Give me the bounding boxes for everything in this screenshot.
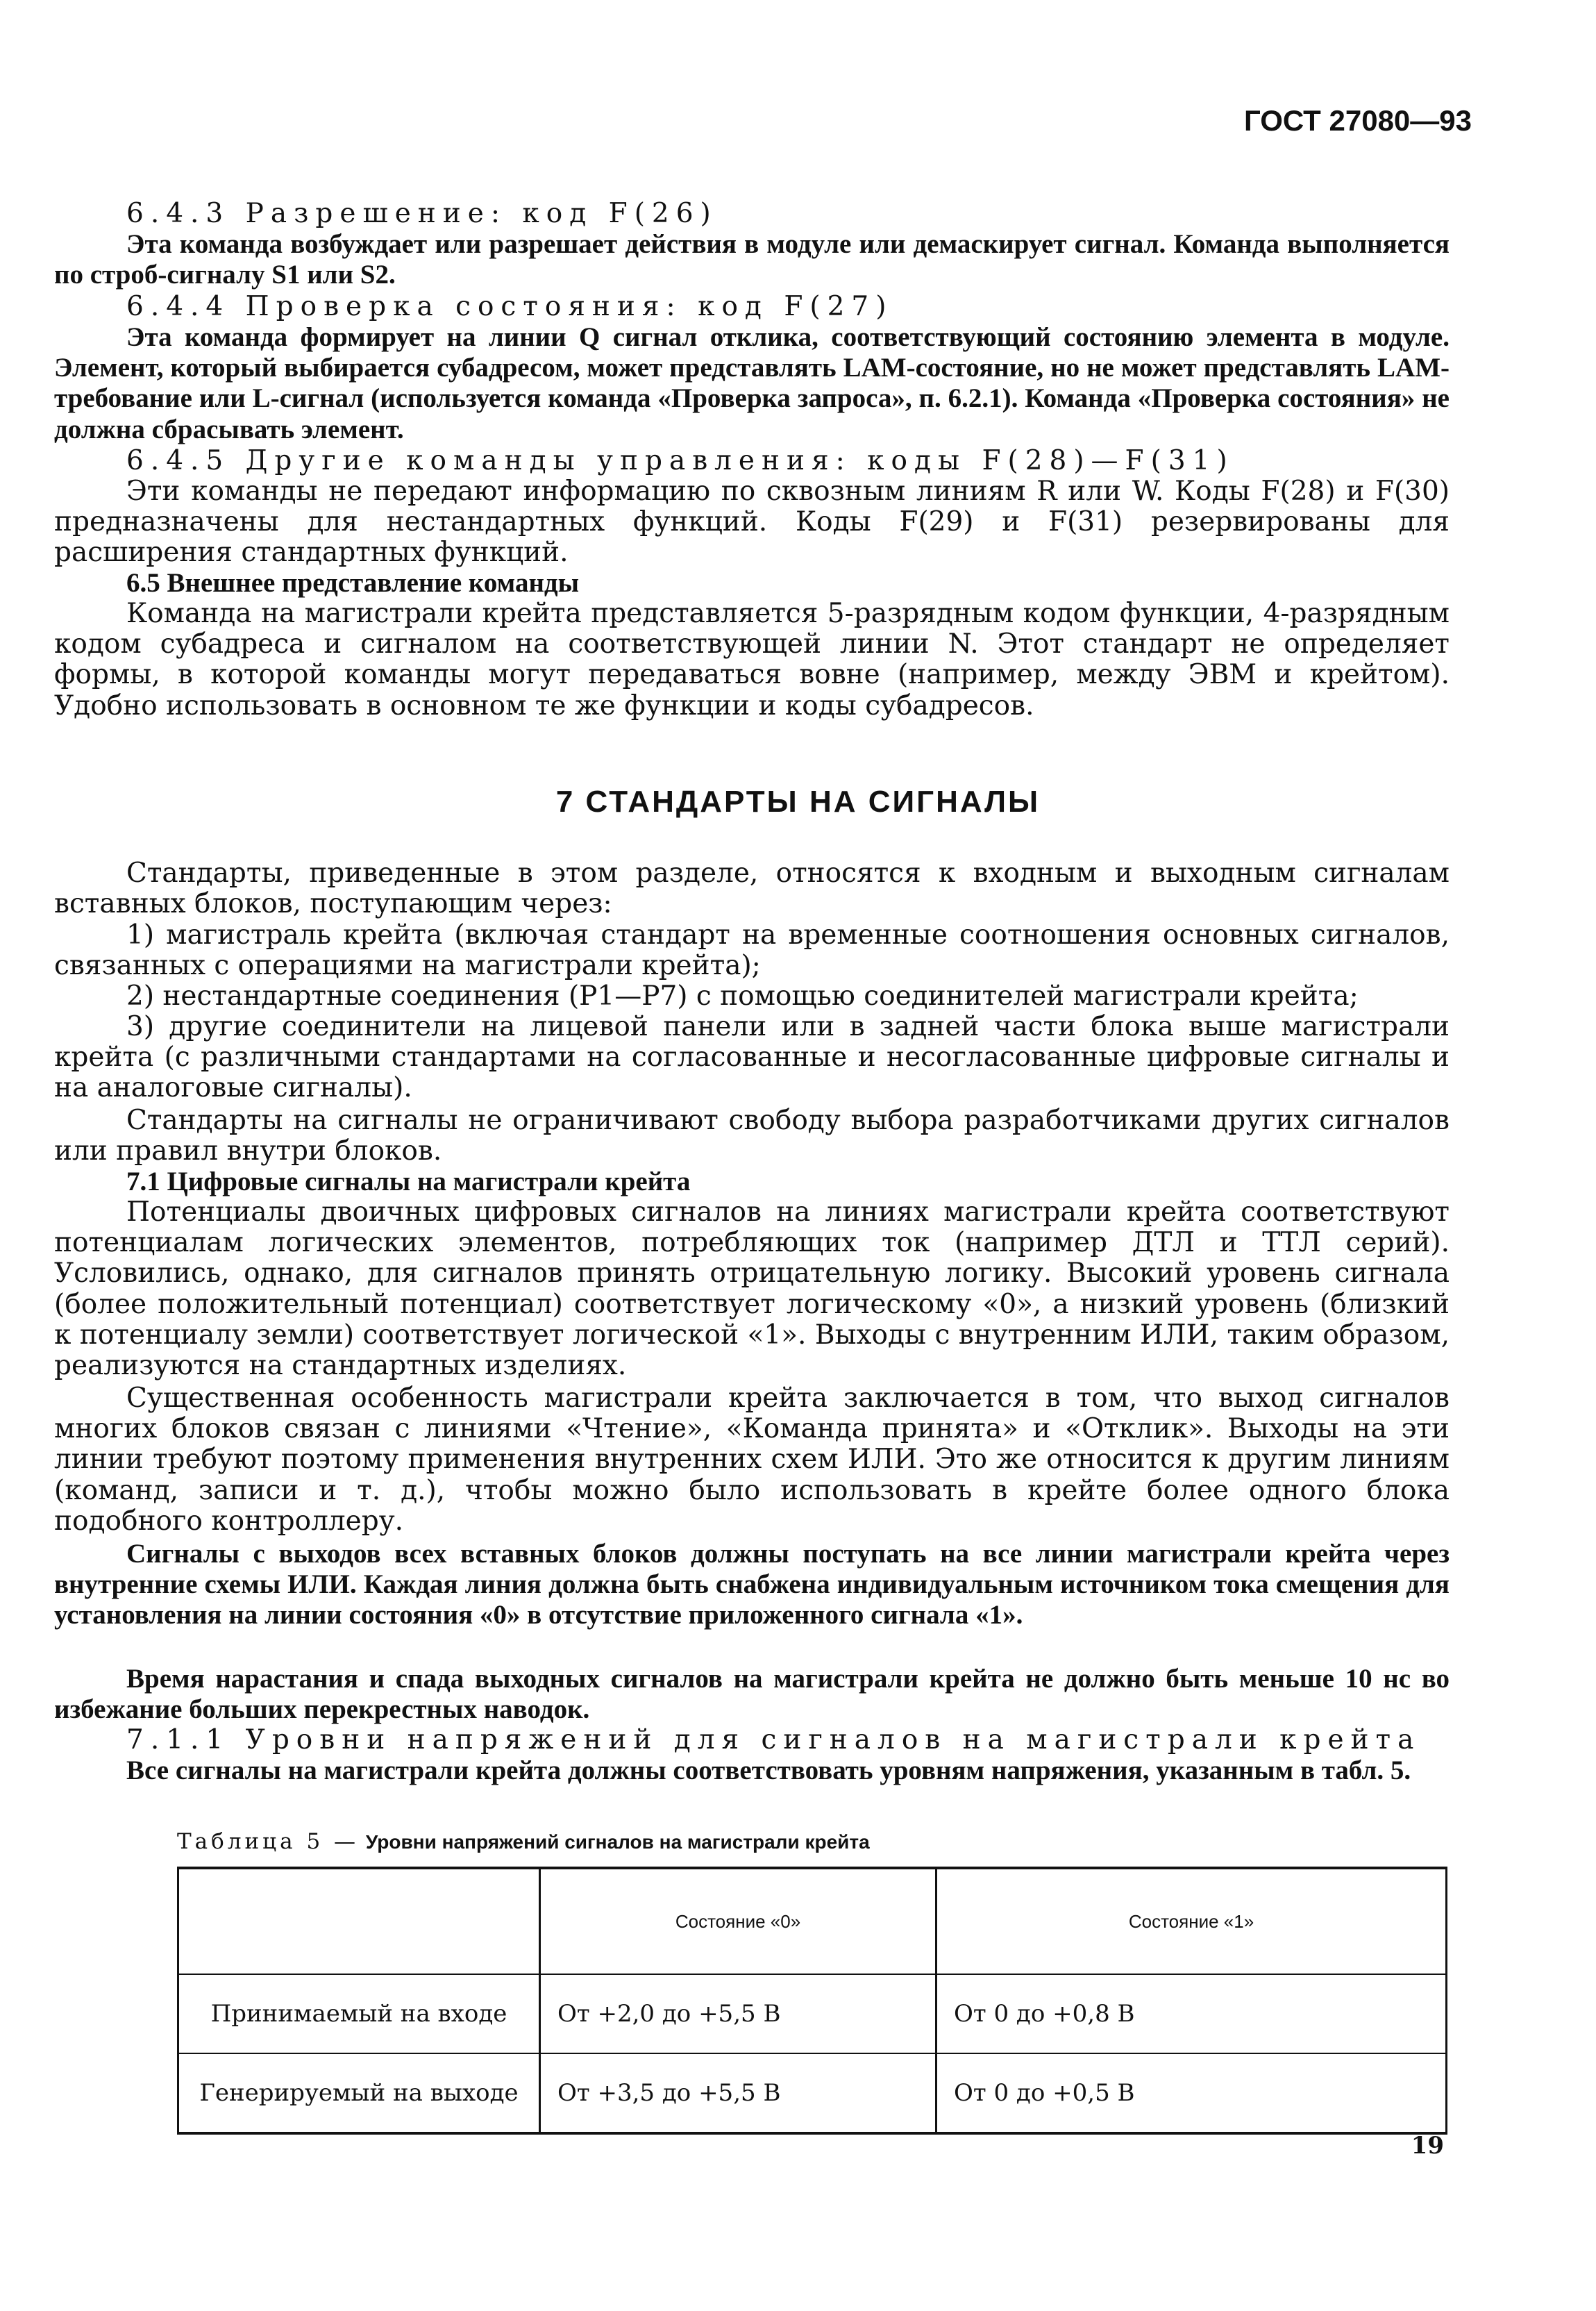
- paragraph-7-1-a: Потенциалы двоичных цифровых сигналов на линиях магистрали крейта соответствуют потенциалам логических элементов, потребляющих ток (например ДТЛ и ТТЛ серий). Условились, однако, для сигналов принять отрицательную логику. Высокий уровень сигнала (более положительный потенциал) соответствует логическому «0», а низкий уровень (близкий к потенциалу земли) соответствует логической «1». Выходы с внутренним ИЛИ, таким образом, реализуются на стандартных изделиях.: [54, 1196, 1450, 1382]
- heading-7-1: 7.1 Цифровые сигналы на магистрали крейта: [126, 1167, 691, 1196]
- table-header-cell: Состояние «0»: [540, 1868, 936, 1974]
- table-5-caption-title: Уровни напряжений сигналов на магистрали крейта: [365, 1831, 870, 1853]
- section-7-item-1: 1) магистраль крейта (включая стандарт на временные соотношения основных сигналов, связанных с операциями на магистрали крейта);: [54, 919, 1450, 982]
- table-header-cell: [178, 1868, 540, 1974]
- table-cell: От 0 до +0,5 В: [936, 2053, 1447, 2133]
- page-number: 19: [1411, 2132, 1444, 2160]
- section-7-title: 7 СТАНДАРТЫ НА СИГНАЛЫ: [555, 785, 1041, 819]
- paragraph-6-4-5: Эти команды не передают информацию по сквозным линиям R или W. Коды F(28) и F(30) предназначены для нестандартных функций. Коды F(29) и F(31) резервированы для расширения стандартных функций.: [54, 476, 1450, 569]
- section-7-intro: Стандарты, приведенные в этом разделе, относятся к входным и выходным сигналам вставных блоков, поступающим через:: [54, 858, 1450, 920]
- table-5-caption-label: Таблица 5 —: [177, 1829, 360, 1854]
- paragraph-7-1-c: Сигналы с выходов всех вставных блоков должны поступать на все линии магистрали крейта через внутренние схемы ИЛИ. Каждая линия должна быть снабжена индивидуальным источником тока смещения для установления на линии состояния «0» в отсутствие приложенного сигнала «1».: [54, 1539, 1450, 1630]
- table-header-row: [178, 1868, 1447, 1974]
- heading-6-4-4: 6.4.4 Проверка состояния: код F(27): [126, 291, 893, 322]
- paragraph-7-1-d: Время нарастания и спада выходных сигналов на магистрали крейта не должно быть меньше 10 нс во избежание больших перекрестных наводок.: [54, 1664, 1450, 1725]
- heading-6-4-5: 6.4.5 Другие команды управления: коды F(28)—F(31): [126, 445, 1234, 476]
- section-7-item-3: 3) другие соединители на лицевой панели или в задней части блока выше магистрали крейта (с различными стандартами на согласованные и несогласованные цифровые сигналы и на аналоговые сигналы).: [54, 1011, 1450, 1104]
- heading-7-1-1: 7.1.1 Уровни напряжений для сигналов на магистрали крейта: [126, 1724, 1421, 1755]
- paragraph-7-1-b: Существенная особенность магистрали крейта заключается в том, что выход сигналов многих блоков связан с линиями «Чтение», «Команда принята» и «Отклик». Выходы на эти линии требуют поэтому применения внутренних схем ИЛИ. Это же относится к другим линиям (команд, записи и т. д.), чтобы можно было использовать в крейте более одного блока подобного контроллеру.: [54, 1383, 1450, 1537]
- paragraph-7-1-1: Все сигналы на магистрали крейта должны соответствовать уровням напряжения, указанным в табл. 5.: [126, 1755, 1411, 1785]
- heading-6-5: 6.5 Внешнее представление команды: [126, 568, 580, 598]
- section-7-item-2: 2) нестандартные соединения (Р1—Р7) с помощью соединителей магистрали крейта;: [126, 981, 1359, 1012]
- table-header-cell: Состояние «1»: [936, 1868, 1447, 1974]
- paragraph-6-4-3: Эта команда возбуждает или разрешает действия в модуле или демаскирует сигнал. Команда выполняется по строб-сигналу S1 или S2.: [54, 229, 1450, 290]
- table-cell: От +3,5 до +5,5 В: [540, 2053, 936, 2133]
- table-cell: От 0 до +0,8 В: [936, 1974, 1447, 2053]
- paragraph-6-4-4: Эта команда формирует на линии Q сигнал отклика, соответствующий состоянию элемента в модуле. Элемент, который выбирается субадресом, может представлять LAM-состояние, но не может представлять LAM-требование или L-сигнал (используется команда «Проверка запроса», п. 6.2.1). Команда «Проверка состояния» не должна сбрасывать элемент.: [54, 322, 1450, 444]
- document-id-header: ГОСТ 27080—93: [1243, 104, 1472, 137]
- table-cell: Генерируемый на выходе: [178, 2053, 540, 2133]
- heading-6-4-3: 6.4.3 Разрешение: код F(26): [126, 198, 718, 229]
- table-row: [178, 1974, 1447, 2053]
- table-row: [178, 2053, 1447, 2133]
- section-7-note: Стандарты на сигналы не ограничивают свободу выбора разработчиками других сигналов или правил внутри блоков.: [54, 1105, 1450, 1167]
- table-5: [177, 1867, 1447, 2135]
- table-cell: Принимаемый на входе: [178, 1974, 540, 2053]
- paragraph-6-5: Команда на магистрали крейта представляется 5-разрядным кодом функции, 4-разрядным кодом субадреса и сигналом на соответствующей линии N. Этот стандарт не определяет формы, в которой команды могут передаваться вовне (например, между ЭВМ и крейтом). Удобно использовать в основном те же функции и коды субадресов.: [54, 598, 1450, 721]
- table-cell: От +2,0 до +5,5 В: [540, 1974, 936, 2053]
- table-5-caption: [177, 1829, 1496, 1854]
